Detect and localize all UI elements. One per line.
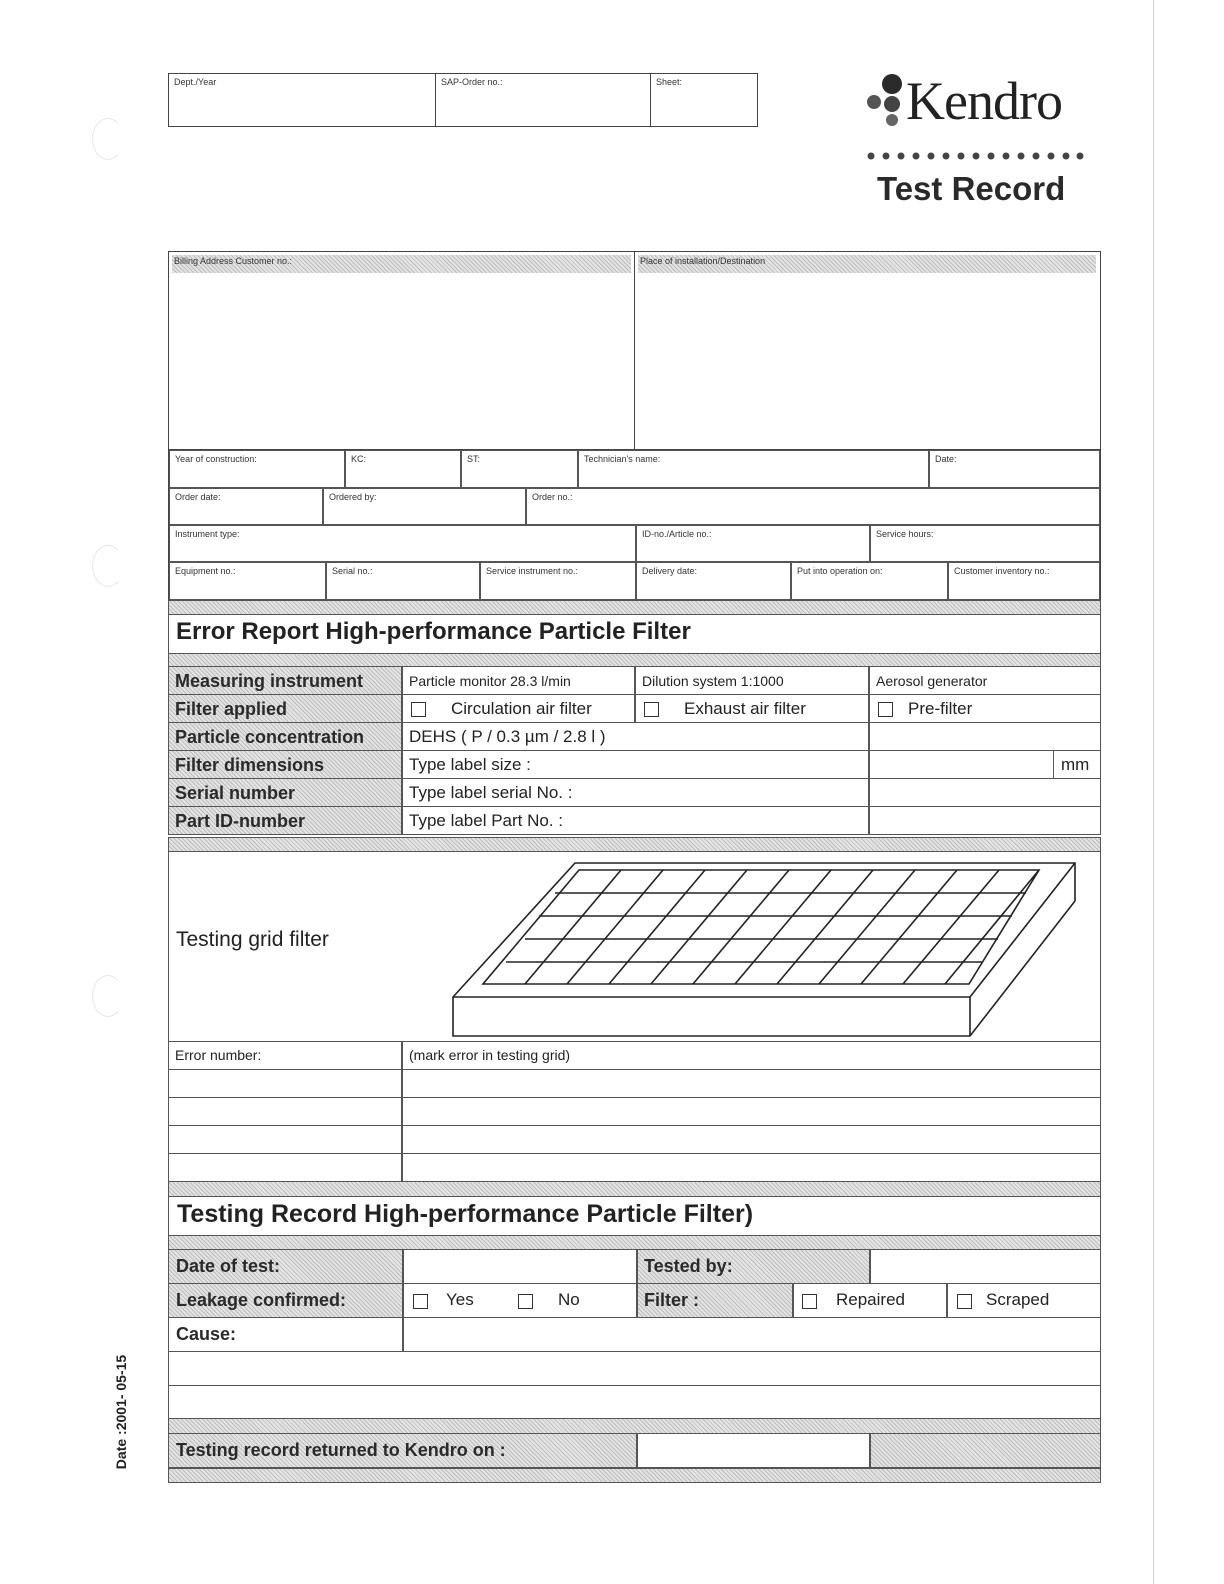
scraped-option[interactable] — [947, 1283, 1101, 1318]
serial-no-field[interactable] — [326, 562, 480, 600]
divider-band — [168, 837, 1101, 852]
filter-grid-diagram[interactable] — [449, 858, 1089, 1043]
circulation-option[interactable] — [402, 694, 635, 723]
delivery-date-field[interactable] — [636, 562, 791, 600]
returned-label-cell — [168, 1433, 637, 1468]
testing-grid-label: Testing grid filter — [176, 928, 329, 951]
prefilter-checkbox[interactable] — [878, 702, 893, 717]
field-label: ST: — [467, 454, 481, 464]
concentration-value-field[interactable] — [869, 722, 1101, 751]
punch-hole — [92, 975, 124, 1017]
field-label: Delivery date: — [642, 566, 698, 576]
tested-by-label-cell — [637, 1249, 870, 1284]
exhaust-checkbox[interactable] — [644, 702, 659, 717]
filter-label: Filter : — [644, 1290, 700, 1310]
dept-year-field[interactable] — [169, 74, 436, 126]
divider-band — [168, 600, 1101, 615]
dehs-cell — [402, 722, 869, 751]
circulation-label: Circulation air filter — [451, 699, 592, 718]
punch-hole — [92, 118, 124, 160]
service-instrument-field[interactable] — [480, 562, 636, 600]
divider-band — [168, 653, 1101, 667]
installation-label: Place of installation/Destination — [640, 256, 766, 266]
filter-label-cell — [637, 1283, 793, 1318]
error-number-label-cell — [168, 1041, 402, 1070]
punch-hole — [92, 545, 124, 587]
repaired-checkbox[interactable] — [802, 1294, 817, 1309]
id-article-field[interactable] — [636, 525, 870, 562]
technician-name-field[interactable] — [578, 450, 929, 488]
dehs-text: DEHS ( P / 0.3 µm / 2.8 l ) — [409, 727, 606, 746]
aerosol-generator-cell — [869, 666, 1101, 695]
scraped-label: Scraped — [986, 1290, 1050, 1309]
no-label: No — [558, 1290, 580, 1309]
yes-checkbox[interactable] — [413, 1294, 428, 1309]
filter-dimensions-label-cell — [168, 750, 402, 779]
field-label: Year of construction: — [175, 454, 257, 464]
field-label: Ordered by: — [329, 492, 377, 502]
installation-field[interactable] — [635, 252, 1100, 450]
doc-title: Test Record — [877, 170, 1066, 207]
no-checkbox[interactable] — [518, 1294, 533, 1309]
exhaust-label: Exhaust air filter — [684, 699, 806, 718]
particle-monitor-cell — [402, 666, 635, 695]
exhaust-option[interactable] — [635, 694, 869, 723]
filter-dimensions-label: Filter dimensions — [175, 755, 325, 775]
prefilter-option[interactable] — [869, 694, 1101, 723]
field-label: Date: — [935, 454, 957, 464]
field-label: Serial no.: — [332, 566, 373, 576]
field-label: Put into operation on: — [797, 566, 883, 576]
divider-band — [168, 1181, 1101, 1197]
prefilter-label: Pre-filter — [908, 699, 973, 718]
leakage-label: Leakage confirmed: — [176, 1290, 347, 1310]
date-of-test-label-cell — [168, 1249, 403, 1284]
type-label-size-cell — [402, 750, 869, 779]
part-id-label: Part ID-number — [175, 811, 306, 831]
mark-error-cell — [402, 1041, 1101, 1070]
dilution-system-cell — [635, 666, 869, 695]
particle-monitor-text: Particle monitor 28.3 l/min — [409, 673, 571, 689]
instrument-type-field[interactable] — [169, 525, 636, 562]
logo-dot-row — [866, 149, 1086, 161]
leakage-label-cell — [168, 1283, 403, 1318]
scraped-checkbox[interactable] — [957, 1294, 972, 1309]
divider-band — [168, 1418, 1101, 1434]
filter-applied-label: Filter applied — [175, 699, 288, 719]
field-label: ID-no./Article no.: — [642, 529, 712, 539]
mm-unit-cell — [1053, 750, 1101, 779]
order-no-field[interactable] — [526, 488, 1100, 525]
repaired-option[interactable] — [793, 1283, 947, 1318]
dot-row-decoration — [866, 150, 1086, 162]
date-field[interactable] — [929, 450, 1100, 488]
sap-order-field[interactable] — [436, 74, 651, 126]
sheet-label: Sheet: — [656, 77, 683, 87]
error-description-field[interactable] — [402, 1153, 1101, 1182]
field-label: Customer inventory no.: — [954, 566, 1050, 576]
error-report-title-row — [168, 614, 1101, 654]
cause-label-cell — [168, 1317, 403, 1352]
divider-band — [168, 1235, 1101, 1250]
tested-by-field[interactable] — [870, 1249, 1101, 1284]
error-number-field[interactable] — [168, 1097, 402, 1126]
error-description-field[interactable] — [402, 1125, 1101, 1154]
order-date-field[interactable] — [169, 488, 323, 525]
part-id-field[interactable] — [869, 806, 1101, 835]
testing-record-table — [168, 1249, 1101, 1419]
particle-concentration-label: Particle concentration — [175, 727, 365, 747]
date-of-test-label: Date of test: — [176, 1256, 281, 1276]
returned-row — [168, 1433, 1101, 1469]
divider-band — [168, 1468, 1101, 1483]
type-label-part-cell — [402, 806, 869, 835]
parameter-table — [168, 666, 1101, 838]
equipment-no-field[interactable] — [169, 562, 326, 600]
dept-year-label: Dept./Year — [174, 77, 217, 87]
particle-concentration-label-cell — [168, 722, 402, 751]
filter-applied-label-cell — [168, 694, 402, 723]
put-into-operation-field[interactable] — [791, 562, 948, 600]
testing-record-title: Testing Record High-performance Particle Filter) — [177, 1200, 754, 1228]
leakage-options-cell — [403, 1283, 637, 1318]
billing-label: Billing Address Customer no.: — [174, 256, 293, 266]
service-hours-field[interactable] — [870, 525, 1100, 562]
billing-address-field[interactable] — [169, 252, 635, 450]
year-construction-field[interactable] — [169, 450, 345, 488]
ordered-by-field[interactable] — [323, 488, 526, 525]
type-label-size-text: Type label size : — [409, 755, 531, 774]
header-box — [168, 73, 758, 127]
returned-label: Testing record returned to Kendro on : — [176, 1440, 506, 1460]
brand-name: Kendro — [906, 71, 1062, 131]
circulation-checkbox[interactable] — [411, 702, 426, 717]
error-number-field[interactable] — [168, 1153, 402, 1182]
kendro-logo — [862, 70, 1087, 130]
field-label: Technician's name: — [584, 454, 661, 464]
part-id-label-cell — [168, 806, 402, 835]
sheet-field[interactable] — [651, 74, 757, 126]
dilution-system-text: Dilution system 1:1000 — [642, 673, 784, 689]
st-field[interactable] — [461, 450, 578, 488]
field-label: Service hours: — [876, 529, 934, 539]
kc-field[interactable] — [345, 450, 461, 488]
error-number-field[interactable] — [168, 1069, 402, 1098]
aerosol-generator-text: Aerosol generator — [876, 673, 988, 689]
field-label: Service instrument no.: — [486, 566, 579, 576]
mm-unit: mm — [1061, 755, 1090, 774]
error-number-label: Error number: — [175, 1047, 262, 1063]
cause-line-3[interactable] — [168, 1385, 1101, 1420]
returned-date-field[interactable] — [637, 1433, 870, 1468]
cause-label: Cause: — [176, 1324, 237, 1344]
error-description-field[interactable] — [402, 1097, 1101, 1126]
customer-section — [168, 251, 1101, 451]
filter-dimensions-field[interactable] — [869, 750, 1054, 779]
type-label-part-text: Type label Part No. : — [409, 811, 564, 830]
returned-shaded-cell — [870, 1433, 1101, 1468]
serial-number-label: Serial number — [175, 783, 296, 803]
field-label: Order no.: — [532, 492, 573, 502]
field-label: KC: — [351, 454, 367, 464]
measuring-instrument-label-cell — [168, 666, 402, 695]
field-label: Instrument type: — [175, 529, 240, 539]
tested-by-label: Tested by: — [644, 1256, 733, 1276]
cause-line-2[interactable] — [168, 1351, 1101, 1386]
testing-record-title-row — [168, 1196, 1101, 1236]
type-label-serial-text: Type label serial No. : — [409, 783, 573, 802]
page-edge — [1153, 0, 1154, 1584]
field-label: Equipment no.: — [175, 566, 236, 576]
error-number-field[interactable] — [168, 1125, 402, 1154]
type-label-serial-cell — [402, 778, 869, 807]
error-description-field[interactable] — [402, 1069, 1101, 1098]
logo-dots-icon — [862, 70, 908, 130]
serial-number-label-cell — [168, 778, 402, 807]
error-number-table — [168, 1041, 1101, 1181]
yes-label: Yes — [446, 1290, 474, 1309]
side-date: Date :2001- 05-15 — [113, 1354, 129, 1470]
customer-inventory-field[interactable] — [948, 562, 1100, 600]
field-label: Order date: — [175, 492, 221, 502]
repaired-label: Repaired — [836, 1290, 905, 1309]
measuring-instrument-label: Measuring instrument — [175, 671, 364, 691]
mark-error-text: (mark error in testing grid) — [409, 1047, 571, 1063]
info-grid — [168, 449, 1101, 601]
error-report-title: Error Report High-performance Particle Filter — [176, 618, 691, 645]
date-of-test-field[interactable] — [403, 1249, 637, 1284]
testing-grid-section — [168, 851, 1101, 1042]
sap-order-label: SAP-Order no.: — [441, 77, 503, 87]
cause-field[interactable] — [403, 1317, 1101, 1352]
serial-number-field[interactable] — [869, 778, 1101, 807]
